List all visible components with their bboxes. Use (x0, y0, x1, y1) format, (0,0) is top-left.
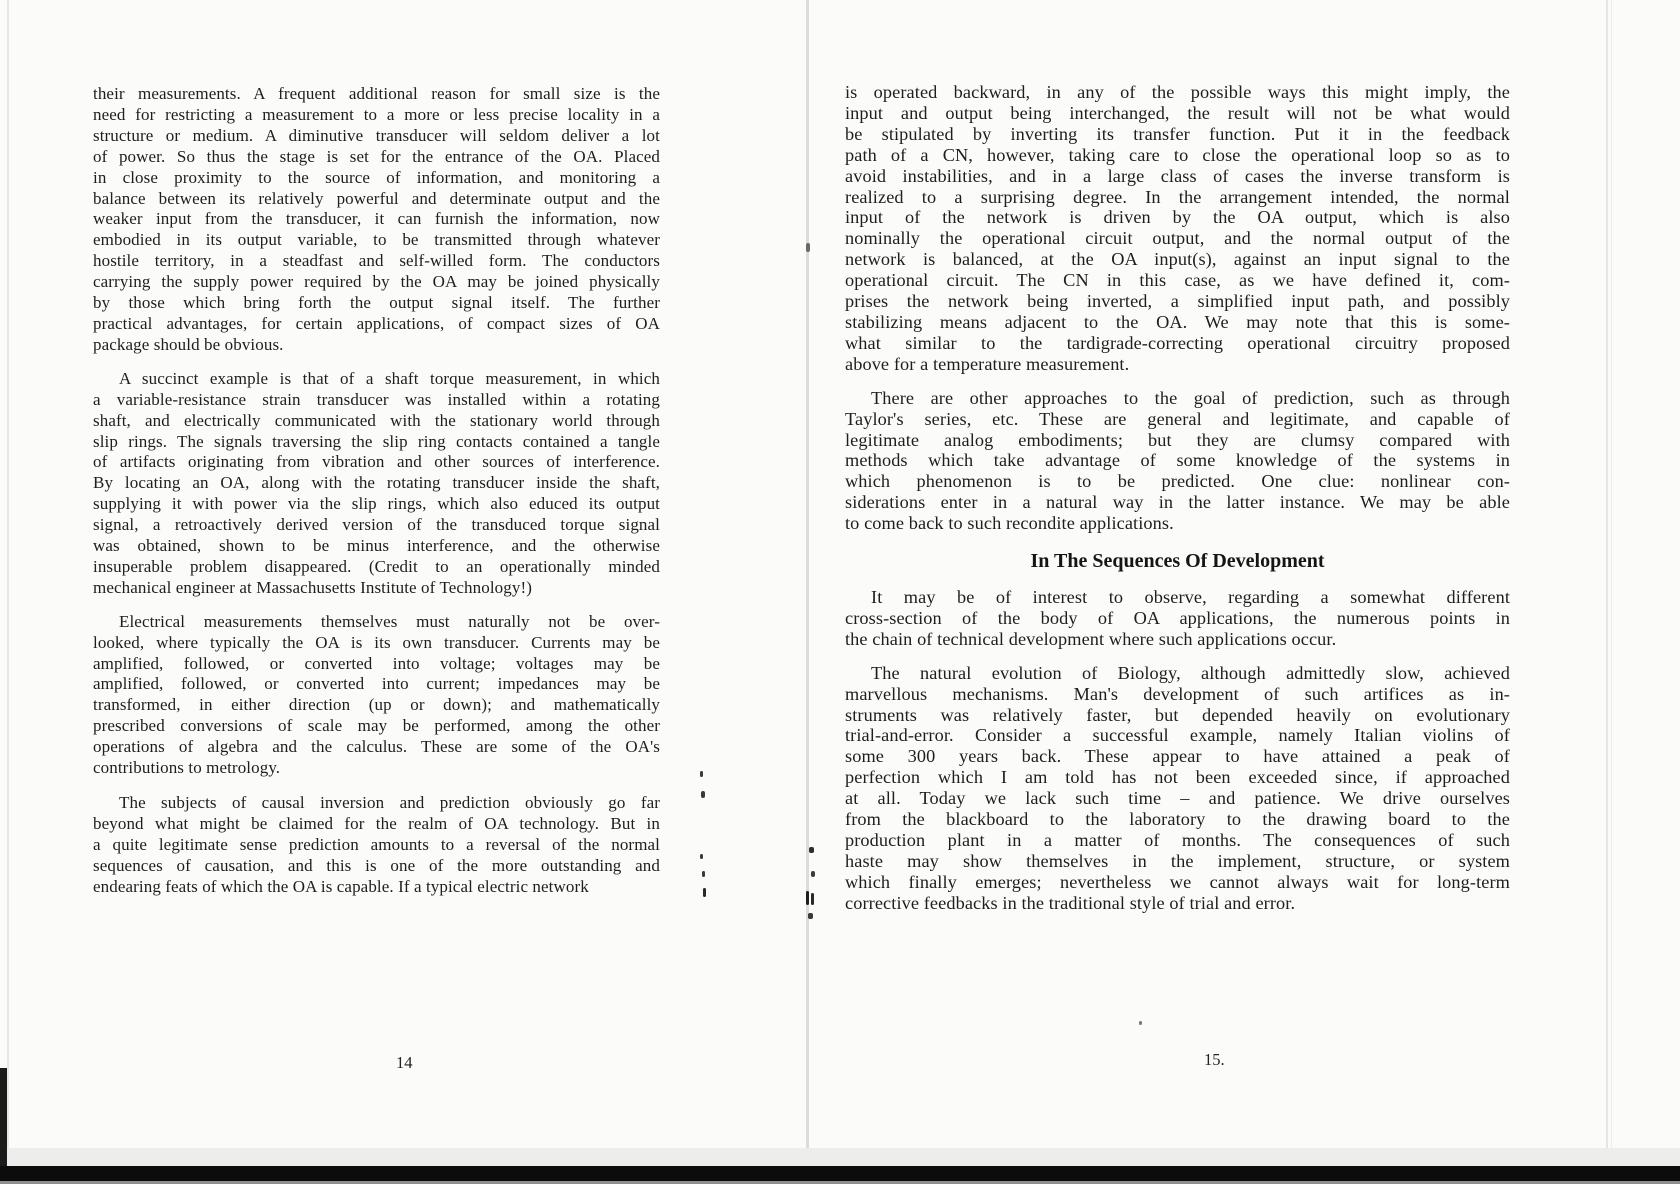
text-line: perfection which I am told has not been exceeded since, if approached (845, 767, 1510, 788)
text-line: the chain of technical development where such applications occur. (845, 628, 1337, 649)
ink-speck (1139, 1021, 1142, 1025)
text-line: contributions to metrology. (93, 758, 281, 778)
text-line: cross-section of the body of OA applications, the numerous points in (845, 607, 1510, 628)
text-line: be stipulated by inverting its transfer function. Put it in the feedback (845, 123, 1510, 144)
page-15-text-column (845, 82, 1510, 927)
text-line: some 300 years back. These appear to have attained a peak of (845, 746, 1510, 767)
text-line: amplified, followed, or converted into voltage; voltages may be (93, 653, 660, 673)
text-line: amplified, followed, or converted into current; impedances may be (93, 674, 660, 694)
text-line: beyond what might be claimed for the realm of OA technology. But in (93, 813, 660, 833)
paragraph (93, 84, 660, 356)
text-line: practical advantages, for certain applications, of compact sizes of OA (93, 313, 660, 333)
text-line: stabilizing means adjacent to the OA. We may note that this is some- (845, 311, 1510, 332)
ink-speck (700, 854, 703, 859)
section-heading: In The Sequences Of Development (1030, 550, 1325, 573)
text-line: of power. So thus the stage is set for the entrance of the OA. Placed (93, 146, 660, 166)
text-line: what similar to the tardigrade-correcting operational circuitry proposed (845, 332, 1510, 353)
text-line: legitimate analog embodiments; but they are clumsy compared with (845, 429, 1510, 450)
paragraph (845, 587, 1510, 650)
text-line: siderations enter in a natural way in the latter instance. We may be able (845, 492, 1510, 513)
text-line: above for a temperature measurement. (845, 353, 1130, 374)
text-line: prescribed conversions of scale may be performed, among the other (93, 716, 660, 736)
ink-speck (700, 771, 703, 777)
text-line: by those which bring forth the output signal itself. The further (93, 293, 660, 313)
text-line: insuperable problem disappeared. (Credit to an operationally minded (93, 556, 660, 576)
text-line: input of the network is driven by the OA output, which is also (845, 207, 1510, 228)
text-line: path of a CN, however, taking care to close the operational loop so as to (845, 144, 1510, 165)
text-line: By locating an OA, along with the rotating transducer inside the shaft, (93, 473, 660, 493)
page-number-left: 14 (396, 1053, 413, 1072)
text-line: sequences of causation, and this is one of the more outstanding and (93, 855, 660, 875)
text-line: a quite legitimate sense prediction amounts to a reversal of the normal (93, 834, 660, 854)
text-line: trial-and-error. Consider a successful example, namely Italian violins of (845, 725, 1510, 746)
text-line: in close proximity to the source of information, and monitoring a (93, 167, 660, 187)
ink-speck (701, 791, 705, 798)
scan-corner-mark (0, 1068, 7, 1166)
text-line: mechanical engineer at Massachusetts Institute of Technology!) (93, 577, 532, 597)
text-line: carrying the supply power required by the OA may be joined physically (93, 272, 660, 292)
text-line: corrective feedbacks in the traditional style of trial and error. (845, 892, 1296, 913)
ink-speck (808, 913, 813, 919)
text-line: embodied in its output variable, to be transmitted through whatever (93, 230, 660, 250)
text-line: There are other approaches to the goal of prediction, such as through (871, 387, 1510, 408)
ink-speck (703, 888, 706, 897)
text-line: hostile territory, in a steadfast and self-willed form. The conductors (93, 251, 660, 271)
text-line: transformed, in either direction (up or down); and mathematically (93, 695, 660, 715)
paragraph (93, 793, 660, 898)
text-line: Taylor's series, etc. These are general and legitimate, and capable of (845, 408, 1510, 429)
text-line: a variable-resistance strain transducer was installed within a rotating (93, 389, 660, 409)
text-line: struments was relatively faster, but depended heavily on evolutionary (845, 704, 1510, 725)
text-line: at all. Today we lack such time – and patience. We drive ourselves (845, 788, 1510, 809)
page-edge-line-right-2 (1611, 0, 1612, 1152)
text-line: package should be obvious. (93, 334, 284, 354)
scan-bottom-shadow (0, 1148, 1680, 1166)
text-line: looked, where typically the OA is its own transducer. Currents may be (93, 632, 660, 652)
text-line: methods which take advantage of some knowledge of the systems in (845, 450, 1510, 471)
text-line: haste may show themselves in the implement, structure, or system (845, 850, 1510, 871)
text-line: nominally the operational circuit output, and the normal output of the (845, 228, 1510, 249)
text-line: weaker input from the transducer, it can furnish the information, now (93, 209, 660, 229)
paragraph (845, 663, 1510, 914)
text-line: supplying it with power via the slip rings, which also educed its output (93, 494, 660, 514)
text-line: is operated backward, in any of the possible ways this might imply, the (845, 82, 1510, 102)
book-gutter-line (806, 0, 809, 1156)
text-line: A succinct example is that of a shaft torque measurement, in which (119, 368, 660, 388)
text-line: The subjects of causal inversion and prediction obviously go far (119, 793, 660, 812)
text-line: which phenomenon is to be predicted. One clue: nonlinear con- (845, 471, 1510, 492)
text-line: need for restricting a measurement to a more or less precise locality in a (93, 104, 660, 124)
text-line: slip rings. The signals traversing the slip ring contacts contained a tangle (93, 431, 660, 451)
paragraph (93, 369, 660, 599)
text-line: structure or medium. A diminutive transducer will seldom deliver a lot (93, 125, 660, 145)
text-line: production plant in a matter of months. The consequences of such (845, 830, 1510, 850)
text-line: which finally emerges; nevertheless we cannot always wait for long-term (845, 871, 1510, 892)
text-line: from the blackboard to the laboratory to the drawing board to the (845, 809, 1510, 830)
paragraph (845, 388, 1510, 534)
text-line: avoid instabilities, and in a large class of cases the inverse transform is (845, 165, 1510, 186)
ink-speck (806, 243, 810, 252)
text-line: input and output being interchanged, the result will not be what would (845, 102, 1510, 123)
text-line: The natural evolution of Biology, although admittedly slow, achieved (871, 662, 1510, 683)
page-edge-line-right (1606, 0, 1608, 1158)
ink-speck (806, 891, 809, 905)
page-14-text-column (93, 84, 660, 911)
text-line: realized to a surprising degree. In the arrangement intended, the normal (845, 186, 1510, 207)
text-line: operational circuit. The CN in this case, as we have defined it, com- (845, 270, 1510, 291)
text-line: Electrical measurements themselves must naturally not be over- (119, 611, 660, 631)
scan-bottom-strip (0, 1166, 1680, 1181)
text-line: balance between its relatively powerful and determinate output and the (93, 188, 660, 208)
text-line: to come back to such recondite applications. (845, 513, 1174, 534)
text-line: operations of algebra and the calculus. These are some of the OA's (93, 737, 660, 757)
text-line: marvellous mechanisms. Man's development of such artifices as in- (845, 683, 1510, 704)
ink-speck (702, 871, 705, 877)
text-line: prises the network being inverted, a simplified input path, and possibly (845, 291, 1510, 312)
paragraph (845, 82, 1510, 375)
text-line: signal, a retroactively derived version of the transduced torque signal (93, 515, 660, 535)
text-line: endearing feats of which the OA is capable. If a typical electric network (93, 876, 589, 896)
page-edge-line-left (7, 0, 9, 1150)
paragraph (93, 612, 660, 779)
text-line: of artifacts originating from vibration and other sources of interference. (93, 452, 660, 472)
text-line: It may be of interest to observe, regarding a somewhat different (871, 587, 1510, 608)
ink-speck (811, 871, 815, 877)
text-line: their measurements. A frequent additional reason for small size is the (93, 84, 660, 103)
text-line: network is balanced, at the OA input(s), against an input signal to the (845, 249, 1510, 270)
text-line: shaft, and electrically communicated with the stationary world through (93, 410, 660, 430)
text-line: was obtained, shown to be minus interference, and the otherwise (93, 536, 660, 556)
ink-speck (811, 893, 814, 905)
page-number-right: 15. (1204, 1050, 1225, 1069)
ink-speck (809, 847, 814, 853)
